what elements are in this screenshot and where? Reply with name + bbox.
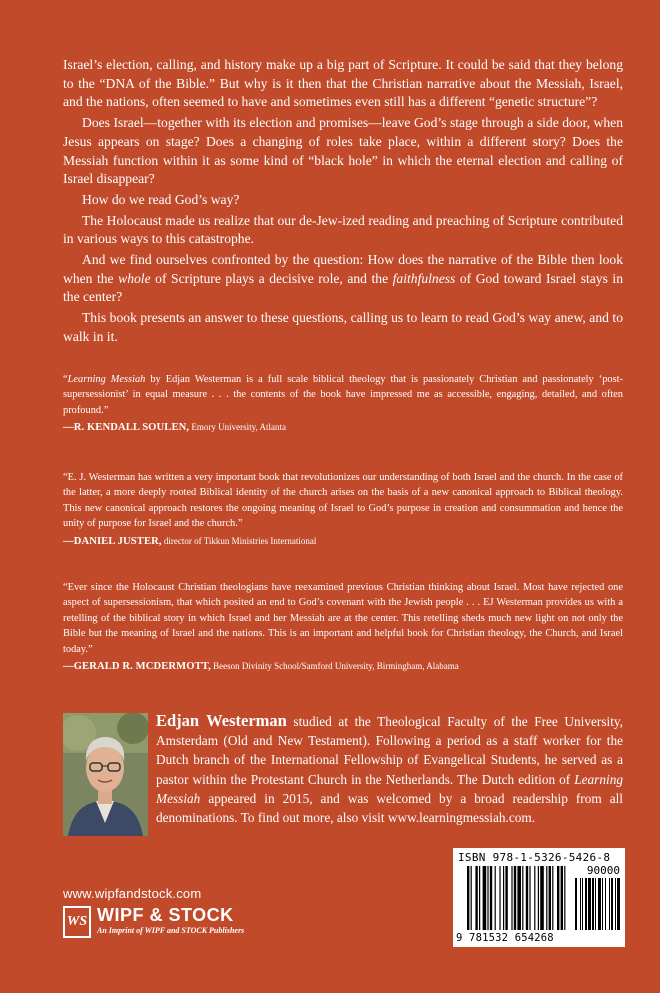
publisher-logo-icon: WS [63, 906, 91, 938]
blurb-text: of Scripture plays a decisive role, and the [150, 270, 393, 286]
endorsement-quote: “Ever since the Holocaust Christian theologians have reexamined previous Christian thinking about Israel. Most have rejected one aspect of supersessionism, that which posited an end to God’s covenant with the Jewish people . . . EJ Westerman provides us with a retelling of the biblical story in which Israel and her Messiah are at the center. This retelling sheds much new light on not only the Bible but the meaning of Israel and the nations. This is an important and helpful book for Christian theology, the Church, and Israel today.” [63, 582, 623, 655]
endorsement-attribution [63, 534, 623, 549]
quote-mark: “ [63, 374, 68, 385]
book-title: Learning Messiah [156, 771, 623, 806]
endorser-name: —GERALD R. MCDERMOTT, [63, 661, 211, 673]
endorser-name: —R. KENDALL SOULEN, [63, 422, 190, 434]
endorser-affiliation: director of Tikkun Ministries International [163, 535, 317, 546]
blurb-paragraph: How do we read God’s way? [82, 191, 240, 207]
ean-digits: 9 781532 654268 [456, 932, 554, 944]
quote-text: by Edjan Westerman is a full scale biblical theology that is passionately Christian and passionately ‘post-supersessionist’ in equal measure . . . the contents of the book have impressed me as accessible, engaging, detailed, and often profound.” [63, 374, 623, 416]
endorser-affiliation: Emory University, Atlanta [191, 422, 287, 433]
blurb-text: And we find ourselves confronted by the question: How does the narrative of the Bible then look when the [63, 252, 623, 286]
endorsement-quote: “E. J. Westerman has written a very important book that revolutionizes our understanding of both Israel and the church. In the case of the latter, a more deeply rooted Biblical identity of the church arises on the basis of a new canonical approach to Biblical theology. This new canonical approach restores the ongoing meaning of Israel to God’s purpose in creation and consummation and hence the unity of purpose for Israel and the church.” [63, 472, 623, 530]
blurb [63, 56, 623, 349]
blurb-paragraph: Israel’s election, calling, and history make up a big part of Scripture. It could be said that they belong to the “DNA of the Bible.” But why is it then that the Christian narrative about the Messiah, Israel, and the nations, often seemed to have and sometimes even still has a different “genetic structure”? [63, 57, 623, 110]
blurb-paragraph: Does Israel—together with its election and promises—leave God’s stage through a side door, when Jesus appears on stage? Does a changing of roles take place, within a different story? Does the Messiah function within it as some kind of “black hole” in which the eternal election and calling of Israel disappear? [63, 115, 623, 187]
blurb-paragraph: The Holocaust made us realize that our de-Jew-ized reading and preaching of Scripture contributed in various ways to this catastrophe. [63, 212, 623, 247]
endorser-affiliation: Beeson Divinity School/Samford University, Birmingham, Alabama [213, 661, 459, 672]
endorsement-quote [63, 372, 623, 418]
endorsement-attribution [63, 420, 623, 435]
isbn-barcode [453, 848, 625, 947]
book-title: Learning Messiah [67, 374, 146, 385]
endorsement [63, 470, 623, 549]
isbn-number: ISBN 978-1-5326-5426-8 [458, 851, 611, 864]
blurb-emphasis: whole [118, 270, 151, 286]
bio-text: appeared in 2015, and was welcomed by a broad readership from all denominations. To find out more, also visit www.learningmessiah.com. [156, 790, 623, 826]
endorsement-attribution [63, 659, 623, 674]
author-bio [63, 711, 623, 839]
blurb-text: of God toward Israel stays in the center? [63, 270, 623, 305]
publisher-website: www.wipfandstock.com [63, 886, 202, 901]
blurb-paragraph: This book presents an answer to these questions, calling us to learn to read God’s way anew, and to walk in it. [63, 310, 623, 344]
author-name: Edjan Westerman [156, 711, 287, 730]
publisher-name: WIPF & STOCK [97, 905, 234, 925]
endorsement [63, 580, 623, 674]
endorsement [63, 372, 623, 436]
blurb-paragraph [63, 251, 623, 307]
bio-text: studied at the Theological Faculty of the Free University, Amsterdam (Old and New Testament). Following a period as a staff worker for the Dutch branch of the International Fellowship of Evangelical Students, he served as a pastor within the Protestant Church in the Netherlands. The Dutch edition of [156, 714, 623, 787]
endorser-name: —DANIEL JUSTER, [63, 535, 162, 547]
blurb-emphasis: faithfulness [392, 270, 456, 286]
price-code: 90000 [586, 864, 620, 877]
publisher-tagline: An Imprint of WIPF and STOCK Publishers [97, 926, 245, 935]
